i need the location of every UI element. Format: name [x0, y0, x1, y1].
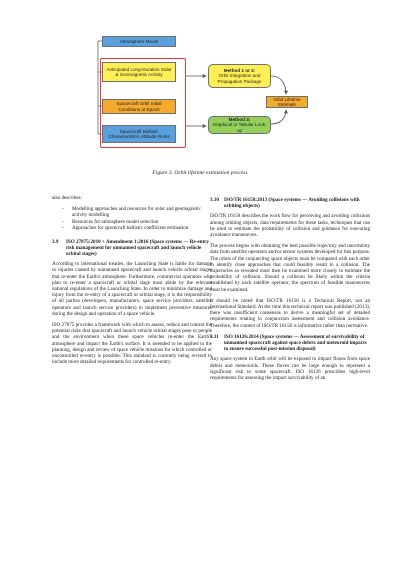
figure-caption: Figure 3. Orbit lifetime estimation process	[152, 170, 248, 176]
paragraph: Any space system in Earth orbit will be exposed to impact fluxes from space debris and meteoroids. These fluxes can be large enough to represent a significant risk to some spacecraft. ISO 16126 prescribes high-level requirements for assessing the impact survivability of an	[210, 356, 370, 382]
left-column	[52, 195, 212, 370]
bullet-list	[52, 206, 212, 231]
paragraph: It should be noted that ISO/TR 16158 is a Technical Report, not an International Standard. At the time this technical report was published (2013), there was insufficient consensus to derive a meaningful set of detailed requirements relating to conjunction assessment and collision avoidance. Therefore, the content of ISO/TR 16158 is informative rather than normative.	[210, 297, 370, 329]
paragraph: According to international treaties, the Launching State is liable for damage or injuries caused by unmanned spacecraft and launch vehicle orbital stages that re-enter the Earth's atmosphere. Furthermore, commercial operators who plan to re-enter a spacecraft or orbital stage must abide by the relevant national regulations of the Launching State. In order to minimize damage and injury from the re-entry of a spacecraft or orbital stage, it is the responsibility of all parties (developers, manufacturers, space service providers, satellite operators and launch service providers) to implement preventive measures during the design and operation of a space vehicle.	[52, 261, 212, 317]
paragraph: ISO 27875 provides a framework with which to assess, reduce and control the potential risks that spacecraft and launch vehicle orbital stages pose to people and the environment when these space vehicles re-enter the Earth's atmosphere and impact the Earth's surface. It is intended to be applied to the planning, design and review of space vehicle missions for which controlled or uncontrolled re-entry is possible. This standard is currently being revised to include more detailed requirements for controlled re-entry.	[52, 322, 212, 366]
section-heading-3-10: 3.10 ISO/TR 16158:2013 (Space systems — Avoiding collisions with orbiting objects)	[210, 197, 360, 210]
orbit-lifetime-figure	[88, 14, 312, 166]
paragraph: ISO/TR 16158 describes the work flow for perceiving and avoiding collisions among orbiting objects, data requirements for these tasks, techniques that can be used to estimate the probability of collision and guidance for executing avoidance manoeuvres.	[210, 213, 370, 239]
intro-text: also describes:	[52, 195, 82, 201]
orbit-lifetime-estimate-box: Orbit Lifetime Estimate	[266, 96, 308, 108]
arrow-method12-to-estimate	[271, 76, 286, 94]
ballistic-characteristics-box: Spacecraft Ballistic Characteristics, Attitude Rules	[102, 125, 176, 143]
solar-activity-box: Anticipated Long-Duration Solar & Geomagnetic Activity	[102, 62, 176, 82]
paragraph: The process begins with obtaining the best possible trajectory and uncertainty data from satellite operators and/or sensor systems developed for this purpose. The orbits of the conjuncting space objects must be compared with each other to identify close approaches that could feasibly result in a collision. The trajectories so revealed must then be examined more closely to estimate the probability of collision. Should a collision be likely within the criteria established by each satellite operator, the spectrum of feasible manoeuvres must be examined.	[210, 243, 370, 293]
list-item: - Modelling approaches and resources for solar and geomagnetic activity modelling	[62, 206, 201, 219]
atmosphere-model-box: Atmosphere Model	[102, 36, 176, 47]
list-item: - Approaches for spacecraft ballistic coefficient estimation	[62, 225, 189, 232]
method3-box: Method 3: Graphical or Tabular Look-up	[208, 116, 271, 134]
right-column	[210, 197, 370, 386]
list-item: - Resources for atmosphere model selection	[62, 218, 159, 225]
initial-conditions-box: Spacecraft Orbit Initial Conditions at Epoch	[102, 99, 176, 114]
arrow-method3-to-estimate	[271, 110, 286, 124]
method12-box: Method 1 or 2: Orbit Integration and Propagation Package	[208, 64, 271, 88]
section-heading-3-9: 3.9 ISO 27875:2010 + Amendment 1:2016 (Space systems — Re-entry risk management for unmanned spacecraft and launch vehicle orbital stages)	[52, 238, 209, 258]
section-heading-3-11: 3.11 ISO 16126:2014 (Space systems — Assessment of survivability of unmanned spacecraft against space debris and meteoroid impacts to ensure successful post-mission disposal)	[210, 333, 367, 353]
